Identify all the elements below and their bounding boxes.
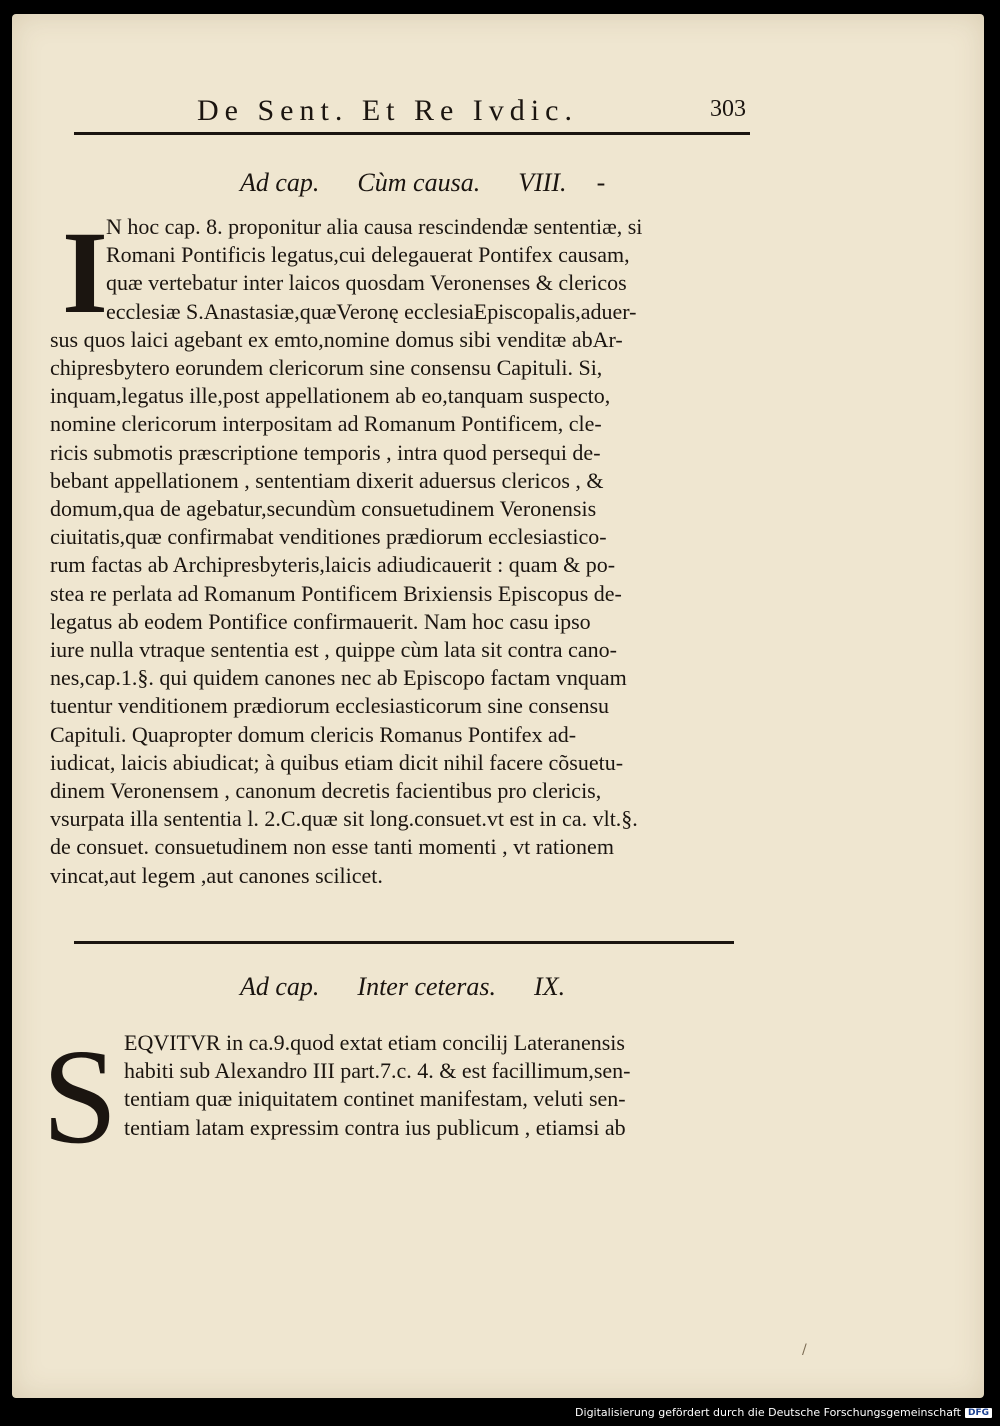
text-line: stea re perlata ad Romanum Pontificem Brixiensis Episcopus de- [50,580,622,606]
text-line: chipresbytero eorundem clericorum sine consensu Capituli. Si, [50,355,603,380]
text-line: ecclesiæ S.Anastasiæ,quæVeronę ecclesiaEpiscopalis,aduer- [106,298,637,324]
text-line: rum factas ab Archipresbyteris,laicis adiudicauerit : quam & po- [50,552,616,578]
section-title-number: IX. [534,972,566,1001]
running-head: De Sent. Et Re Ivdic. [197,94,578,127]
text-line: Capituli. Quapropter domum clericis Romanus Pontifex ad- [50,721,577,747]
text-line: EQVITVR in ca.9.quod extat etiam concilij Lateranensis [124,1030,625,1055]
text-line: bebant appellationem , sententiam dixerit aduersus clericos , & [50,467,604,493]
section-title-name: Cùm causa. [357,168,481,197]
section-title-name: Inter ceteras. [357,972,497,1001]
text-line: dinem Veronensem , canonum decretis facientibus pro clericis, [50,778,602,803]
dropcap-initial: S [42,1022,118,1172]
text-line: sus quos laici agebant ex emto,nomine domus sibi venditæ abAr- [50,326,623,352]
text-line: nomine clericorum interpositam ad Romanum Pontificem, cle- [50,411,602,437]
section-title-prefix: Ad cap. [240,168,320,197]
text-line: habiti sub Alexandro III part.7.c. 4. & est facillimum,sen- [124,1058,631,1084]
dropcap-initial: I [62,207,108,338]
page-mark: / [802,1342,807,1358]
text-line: vincat,aut legem ,aut canones scilicet. [50,862,383,888]
text-line: domum,qua de agebatur,secundùm consuetudinem Veronensis [50,496,597,521]
section-title-prefix: Ad cap. [240,972,320,1001]
text-line: tentiam latam expressim contra ius publicum , etiamsi ab [124,1114,626,1140]
section-divider-rule [74,941,734,944]
text-line: inquam,legatus ille,post appellationem ab eo,tanquam suspecto, [50,383,611,409]
text-line: iure nulla vtraque sententia est , quippe cùm lata sit contra cano- [50,637,617,662]
text-line: N hoc cap. 8. proponitur alia causa rescindendæ sententiæ, si [106,214,643,239]
title-dash: - [596,168,606,197]
section-title-number: VIII. [518,168,567,197]
footer-credit [575,1406,992,1419]
text-line: ciuitatis,quæ confirmabat venditiones prædiorum ecclesiastico- [50,524,607,550]
section-title-viii [240,168,605,198]
text-line: de consuet. consuetudinem non esse tanti momenti , vt rationem [50,834,614,860]
page-number: 303 [710,96,746,122]
text-line: nes,cap.1.§. qui quidem canones nec ab Episcopo factam vnquam [50,665,627,691]
dfg-logo: DFG [965,1408,992,1418]
text-line: vsurpata illa sententia l. 2.C.quæ sit long.consuet.vt est in ca. vlt.§. [50,806,638,832]
header-rule [74,132,750,135]
text-line: iudicat, laicis abiudicat; à quibus etiam dicit nihil facere cõsuetu- [50,749,624,775]
book-page [12,14,984,1398]
section-title-ix [240,972,565,1002]
text-line: Romani Pontificis legatus,cui delegauerat Pontifex causam, [106,242,630,268]
text-line: legatus ab eodem Pontifice confirmauerit. Nam hoc casu ipso [50,608,591,634]
text-line: quæ vertebatur inter laicos quosdam Veronenses & clericos [106,270,627,296]
text-line: tuentur venditionem prædiorum ecclesiasticorum sine consensu [50,693,610,719]
text-line: ricis submotis præscriptione temporis , intra quod persequi de- [50,439,601,465]
text-line: tentiam quæ iniquitatem continet manifestam, veluti sen- [124,1086,626,1112]
credit-text: Digitalisierung gefördert durch die Deutsche Forschungsgemeinschaft [575,1406,961,1419]
